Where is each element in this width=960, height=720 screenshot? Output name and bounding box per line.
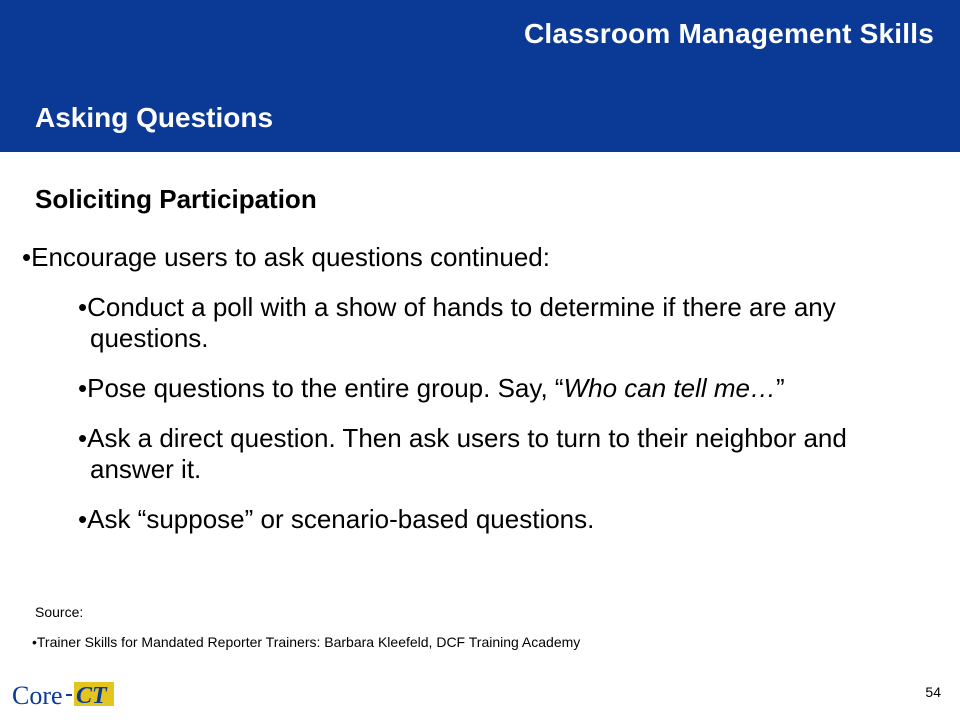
sub-bullet-prefix: •Pose questions to the entire group. Say, “ — [78, 373, 564, 403]
sub-bullet-list — [78, 292, 928, 554]
course-title: Classroom Management Skills — [524, 18, 934, 49]
sub-bullet-direct-question: •Ask a direct question. Then ask users to turn to their neighbor and answer it. — [78, 423, 847, 484]
source-item: •Trainer Skills for Mandated Reporter Trainers: Barbara Kleefeld, DCF Training Academy — [32, 634, 581, 650]
sub-bullet-pose-questions — [78, 373, 928, 404]
subheading: Soliciting Participation — [35, 184, 317, 214]
section-title: Asking Questions — [35, 102, 274, 133]
svg-text:Core: Core — [12, 681, 63, 710]
sub-bullet-suppose: •Ask “suppose” or scenario-based questions. — [78, 504, 595, 534]
sub-bullet-poll: •Conduct a poll with a show of hands to determine if there are any questions. — [78, 292, 836, 353]
sub-bullet-suffix: ” — [775, 373, 785, 403]
source-label: Source: — [35, 604, 84, 620]
lead-bullet: •Encourage users to ask questions continued: — [22, 242, 550, 272]
page-number: 54 — [925, 684, 941, 700]
core-ct-logo — [10, 678, 116, 712]
sub-bullet-emphasis: Who can tell me… — [563, 373, 776, 403]
svg-text:CT: CT — [76, 683, 107, 709]
slide-header — [0, 0, 960, 152]
